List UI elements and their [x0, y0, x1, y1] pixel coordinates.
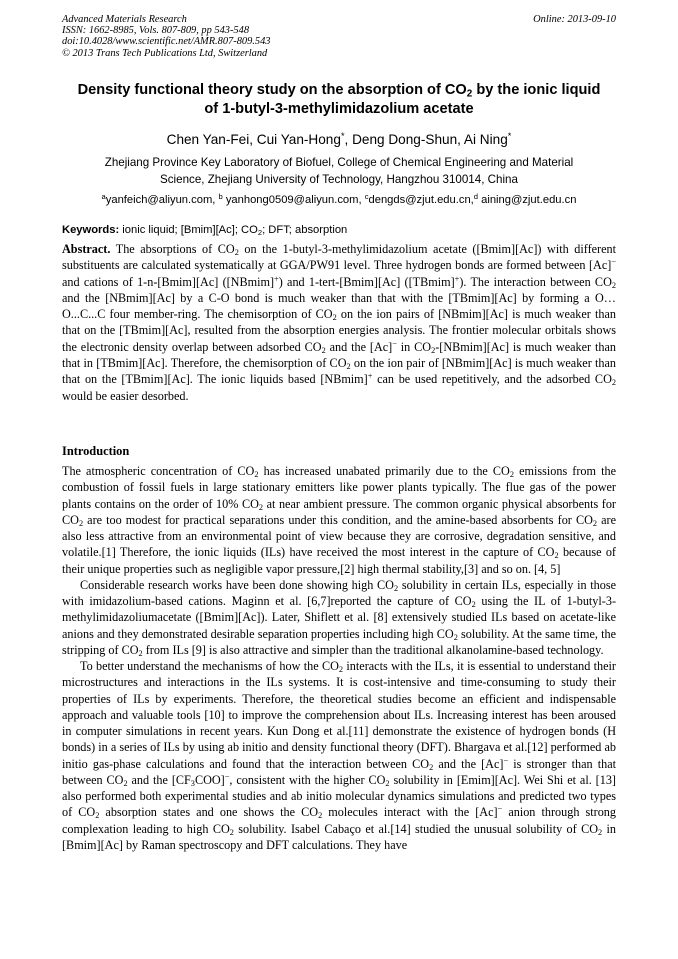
keywords: Keywords: ionic liquid; [Bmim][Ac]; $CO_2$; DFT; absorption — [62, 224, 348, 237]
paragraph: To better understand the mechanisms of how the $CO_2$ interacts with the ILs, it is essential to understand their microstructures and interactions in the ILs systems. It is cost-intensive and time-consuming to study their properties of ILs by experiments. Therefore, the theoretical studies become an efficient and indispensable approach and valuable tools [10] to improve the comprehension about ILs. Increasing interest has been aroused in computer simulations in recent years. Kun Dong et al.[11] demonstrate the existence of hydrogen bonds (H bonds) in a series of ILs by using ab initio and density functional theory (DFT). Bhargava et al.[12] performed ab initio gas-phase calculations and found that the interaction between $CO_2$ and the [Ac]− is stronger than that between $CO_2$ and the $[CF_3COO]^-$, consistent with the higher $CO_2$ solubility in [Emim][Ac]. Wei Shi et al. [13] also performed both experimental studies and ab initio molecular dynamics simulations and predicted two types of $CO_2$ absorption states and one shows the $CO_2$ molecules interact with the [Ac]− anion through strong complexation leading to high $CO_2$ solubility. Isabel Cabaço et al.[14] studied the unusual solubility of $CO_2$ in [Bmim][Ac] by Raman spectroscopy and DFT calculations. They have — [62, 659, 616, 852]
online-date: Online: 2013-09-10 — [533, 14, 616, 25]
affiliation-line: Zhejiang Province Key Laboratory of Biofuel, College of Chemical Engineering and Material — [104, 156, 574, 169]
affiliation-line: Science, Zhejiang University of Technology, Hangzhou 310014, China — [160, 172, 518, 186]
introduction-body — [62, 463, 616, 853]
keywords-label: Keywords: — [62, 224, 120, 236]
affiliation — [62, 155, 616, 188]
paragraph: Considerable research works have been done showing high $CO_2$ solubility in certain ILs, especially in those with imidazolium-based cations. Maginn et al. [6,7]reported the capture of $CO_2$ using the IL of 1-butyl-3-methylimidazoliumacetate ([Bmim][Ac]). Later, Shiflett et al. [8] extensively studied ILs based on acetate-like anions and they demonstrated desirable separation properties including high $CO_2$ solubility. At the same time, the stripping of $CO_2$ from ILs [9] is also attractive and simpler than the traditional alkanolamine-based technology. — [62, 577, 617, 658]
copyright-line: © 2013 Trans Tech Publications Ltd, Switzerland — [62, 47, 268, 59]
abstract-label: Abstract. — [62, 242, 111, 256]
issn-line: ISSN: 1662-8985, Vols. 807-809, pp 543-548 — [62, 25, 250, 37]
abstract: Abstract. The absorptions of $CO_2$ on the 1-butyl-3-methylimidazolium acetate ([Bmim][Ac]) with different substituents are calculated systematically at GGA/PW91 level. Three hydrogen bonds are formed between [Ac]− and cations of 1-n-[Bmim][Ac] ([NBmim]+) and 1-tert-[Bmim][Ac] ([TBmim]+). The interaction between $CO_2$ and the [NBmim][Ac] by a C-O bond is much weaker than that with the [TBmim][Ac] by forming a O…O...C...C four member-ring. The chemisorption of $CO_2$ on the ion pairs of [NBmim][Ac] is much weaker than that on the [TBmim][Ac], resulted from the absorption energies analysis. The frontier molecular orbitals shows the electronic density overlap between adsorbed $CO_2$ and the [Ac]− in $CO_2-[NBmim][Ac]$ is much weaker than that in [TBmim][Ac]. Therefore, the chemisorption of $CO_2$ on the ion pair of [NBmim][Ac] is much weaker than that on the [TBmim][Ac]. The ionic liquids based [NBmim]+ can be used repetitively, and the adsorbed $CO_2$ would be easier desorbed. — [62, 242, 617, 403]
paragraph: The atmospheric concentration of $CO_2$ has increased unabated primarily due to the $CO_2$ emissions from the combustion of fossil fuels in large stationary emitters like power plants typically. The flue gas of the power plants contains on the order of 10% $CO_2$ at near ambient pressure. The common organic physical absorbents for $CO_2$ are too modest for practical separations under this condition, and the amine-based absorbents for $CO_2$ are also less attractive from an environmental point of view because they are corrosive, degradation sensitive, and volatile.[1] Therefore, the ionic liquids (ILs) have received the most interest in the capture of $CO_2$ because of their unique properties such as negligible vapor pressure,[2] high thermal stability,[3] and so on. [4, 5] — [62, 464, 617, 576]
journal-name: Advanced Materials Research — [62, 14, 187, 25]
paper-title: Density functional theory study on the absorption of $CO_2$ by the ionic liquid of 1-butyl-3-methylimidazolium acetate — [77, 82, 601, 117]
author-emails: $^a$yanfeich@aliyun.com, $^b$ yanhong0509@aliyun.com, $^c$dengds@zjut.edu.cn,$^d$ aining@zjut.edu.cn — [101, 191, 577, 206]
author-list: Chen Yan-Fei, Cui Yan-Hong*, Deng Dong-Shun, Ai Ning* — [166, 130, 512, 147]
section-heading: Introduction — [62, 444, 130, 458]
journal-header — [62, 14, 270, 59]
doi-line: doi:10.4028/www.scientific.net/AMR.807-809.543 — [62, 36, 271, 48]
